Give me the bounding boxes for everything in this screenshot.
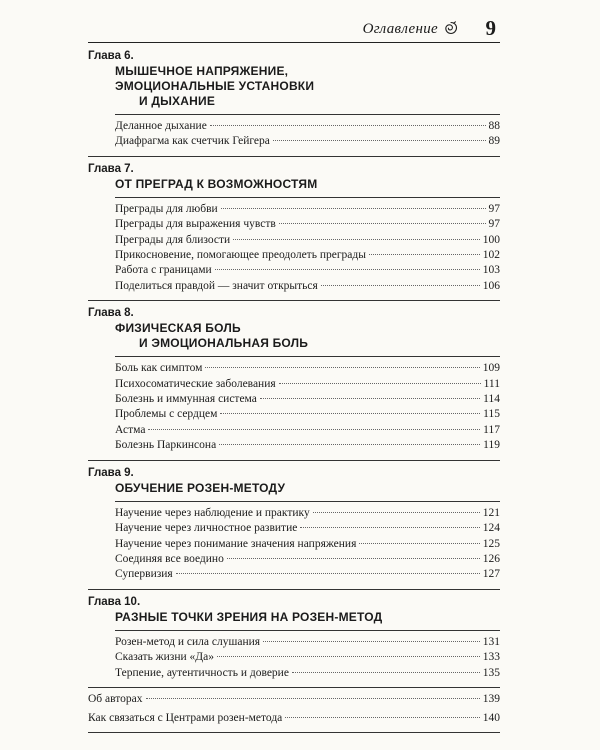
- entry-title: Диафрагма как счетчик Гейгера: [115, 135, 270, 148]
- toc-entry[interactable]: [115, 666, 500, 681]
- toc-entry[interactable]: [115, 521, 500, 536]
- entry-page: 102: [482, 249, 500, 262]
- page-number: 9: [485, 16, 496, 40]
- dot-leader: [279, 383, 481, 384]
- chapter-7: [88, 161, 500, 301]
- dot-leader: [273, 140, 486, 141]
- chapter-8: [88, 305, 500, 460]
- chapter-title: [115, 64, 500, 111]
- entry-title: Проблемы с сердцем: [115, 408, 218, 421]
- section-divider: [88, 687, 500, 688]
- chapter-entries: [115, 198, 500, 294]
- section-divider: [88, 589, 500, 590]
- running-head: [88, 12, 500, 43]
- entry-page: 133: [482, 651, 500, 664]
- chapter-title-line: ОТ ПРЕГРАД К ВОЗМОЖНОСТЯМ: [115, 176, 318, 191]
- entry-page: 139: [482, 692, 500, 705]
- dot-leader: [285, 717, 479, 718]
- entry-page: 119: [483, 439, 500, 452]
- section-divider: [88, 732, 500, 733]
- toc-entry[interactable]: [115, 552, 500, 567]
- entry-title: Об авторах: [88, 692, 143, 705]
- chapter-9: [88, 465, 500, 590]
- chapter-title-line: ЭМОЦИОНАЛЬНЫЕ УСТАНОВКИ: [115, 79, 315, 93]
- entry-title: Психосоматические заболевания: [115, 377, 276, 390]
- entry-page: 111: [483, 377, 500, 390]
- chapter-title-line: И ЭМОЦИОНАЛЬНАЯ БОЛЬ: [139, 336, 309, 351]
- entry-page: 124: [482, 522, 500, 535]
- dot-leader: [205, 367, 479, 368]
- entry-title: Научение через наблюдение и практику: [115, 506, 310, 519]
- dot-leader: [321, 285, 480, 286]
- dot-leader: [210, 125, 486, 126]
- toc-entry[interactable]: [115, 392, 500, 407]
- entry-page: 97: [488, 218, 500, 231]
- chapter-title-line: ОБУЧЕНИЕ РОЗЕН-МЕТОДУ: [115, 480, 286, 495]
- dot-leader: [217, 656, 480, 657]
- toc-entry[interactable]: [115, 506, 500, 521]
- dot-leader: [279, 223, 486, 224]
- toc-entry[interactable]: [115, 263, 500, 278]
- entry-title: Болезнь и иммунная система: [115, 393, 257, 406]
- entry-title: Поделиться правдой — значит открыться: [115, 279, 318, 292]
- dot-leader: [292, 672, 480, 673]
- section-divider: [88, 460, 500, 461]
- chapter-entries: [115, 631, 500, 681]
- chapter-title-line: РАЗНЫЕ ТОЧКИ ЗРЕНИЯ НА РОЗЕН-МЕТОД: [115, 609, 383, 624]
- dot-leader: [227, 558, 480, 559]
- chapter-label: Глава 9.: [88, 466, 134, 479]
- chapter-label: Глава 6.: [88, 50, 134, 62]
- dot-leader: [300, 527, 479, 528]
- toc-entry[interactable]: [115, 202, 500, 217]
- dot-leader: [219, 444, 480, 445]
- entry-page: 131: [482, 635, 500, 648]
- entry-title: Преграды для любви: [115, 202, 218, 215]
- entry-page: 135: [482, 666, 500, 679]
- chapter-entries: [115, 115, 500, 150]
- toc-entry[interactable]: [115, 134, 500, 149]
- entry-title: Соединяя все воедино: [115, 552, 224, 565]
- entry-page: 114: [483, 393, 500, 406]
- entry-page: 115: [483, 408, 500, 421]
- chapter-entries: [115, 357, 500, 453]
- entry-page: 109: [482, 362, 500, 375]
- dot-leader: [176, 573, 480, 574]
- toc-entry[interactable]: [115, 233, 500, 248]
- entry-title: Боль как симптом: [115, 362, 203, 375]
- entry-page: 89: [488, 135, 500, 148]
- table-of-contents: [88, 48, 500, 733]
- entry-title: Терпение, аутентичность и доверие: [115, 666, 289, 679]
- dot-leader: [221, 208, 486, 209]
- chapter-title-line: ФИЗИЧЕСКАЯ БОЛЬ: [115, 321, 241, 336]
- chapter-title: [115, 610, 500, 627]
- entry-page: 125: [482, 537, 500, 550]
- entry-page: 97: [488, 202, 500, 215]
- entry-title: Прикосновение, помогающее преодолеть преграды: [115, 249, 366, 262]
- dot-leader: [263, 641, 480, 642]
- chapter-entries: [115, 502, 500, 583]
- chapter-label: Глава 7.: [88, 162, 134, 175]
- chapter-title: [115, 321, 500, 353]
- entry-page: 140: [482, 712, 500, 725]
- entry-page: 103: [482, 264, 500, 277]
- dot-leader: [233, 239, 480, 240]
- dot-leader: [215, 269, 480, 270]
- entry-page: 117: [483, 423, 500, 436]
- entry-page: 121: [482, 506, 500, 519]
- ornament-icon: [444, 21, 458, 35]
- toc-entry-contact-centers[interactable]: [88, 711, 500, 726]
- entry-title: Супервизия: [115, 568, 173, 581]
- toc-entry[interactable]: [115, 377, 500, 392]
- chapter-title-line: И ДЫХАНИЕ: [139, 94, 216, 108]
- entry-title: Научение через личностное развитие: [115, 522, 298, 535]
- chapter-label: Глава 10.: [88, 595, 141, 608]
- section-divider: [88, 300, 500, 301]
- running-head-title: Оглавление: [362, 21, 438, 37]
- toc-entry[interactable]: [115, 279, 500, 294]
- chapter-title: [115, 481, 500, 498]
- chapter-6: [88, 48, 500, 157]
- dot-leader: [260, 398, 480, 399]
- entry-title: Преграды для выражения чувств: [115, 218, 276, 231]
- toc-entry[interactable]: [115, 438, 500, 453]
- entry-title: Астма: [115, 423, 146, 436]
- dot-leader: [220, 413, 480, 414]
- entry-page: 127: [482, 568, 500, 581]
- entry-title: Преграды для близости: [115, 233, 231, 246]
- toc-entry[interactable]: [115, 537, 500, 552]
- dot-leader: [369, 254, 480, 255]
- section-divider: [88, 156, 500, 157]
- entry-page: 100: [482, 233, 500, 246]
- toc-entry[interactable]: [115, 407, 500, 422]
- entry-title: Сказать жизни «Да»: [115, 651, 214, 664]
- entry-title: Работа с границами: [115, 264, 212, 277]
- dot-leader: [148, 429, 480, 430]
- toc-entry[interactable]: [115, 217, 500, 232]
- chapter-label: Глава 8.: [88, 307, 134, 320]
- toc-entry[interactable]: [115, 248, 500, 263]
- entry-title: Как связаться с Центрами розен-метода: [88, 712, 283, 725]
- toc-entry-about-authors[interactable]: [88, 692, 500, 707]
- entry-page: 88: [488, 120, 500, 132]
- entry-title: Розен-метод и сила слушания: [115, 635, 261, 648]
- toc-entry[interactable]: [115, 361, 500, 376]
- toc-entry[interactable]: [115, 119, 500, 134]
- toc-entry[interactable]: [115, 567, 500, 582]
- dot-leader: [146, 698, 480, 699]
- entry-page: 106: [482, 279, 500, 292]
- toc-entry[interactable]: [115, 635, 500, 650]
- chapter-title-line: МЫШЕЧНОЕ НАПРЯЖЕНИЕ,: [115, 64, 289, 78]
- entry-page: 126: [482, 552, 500, 565]
- entry-title: Болезнь Паркинсона: [115, 439, 217, 452]
- entry-title: Деланное дыхание: [115, 120, 207, 132]
- chapter-10: [88, 594, 500, 688]
- toc-entry[interactable]: [115, 423, 500, 438]
- chapter-title: [115, 177, 500, 194]
- toc-entry[interactable]: [115, 650, 500, 665]
- dot-leader: [313, 512, 480, 513]
- entry-title: Научение через понимание значения напряжения: [115, 537, 357, 550]
- dot-leader: [359, 543, 479, 544]
